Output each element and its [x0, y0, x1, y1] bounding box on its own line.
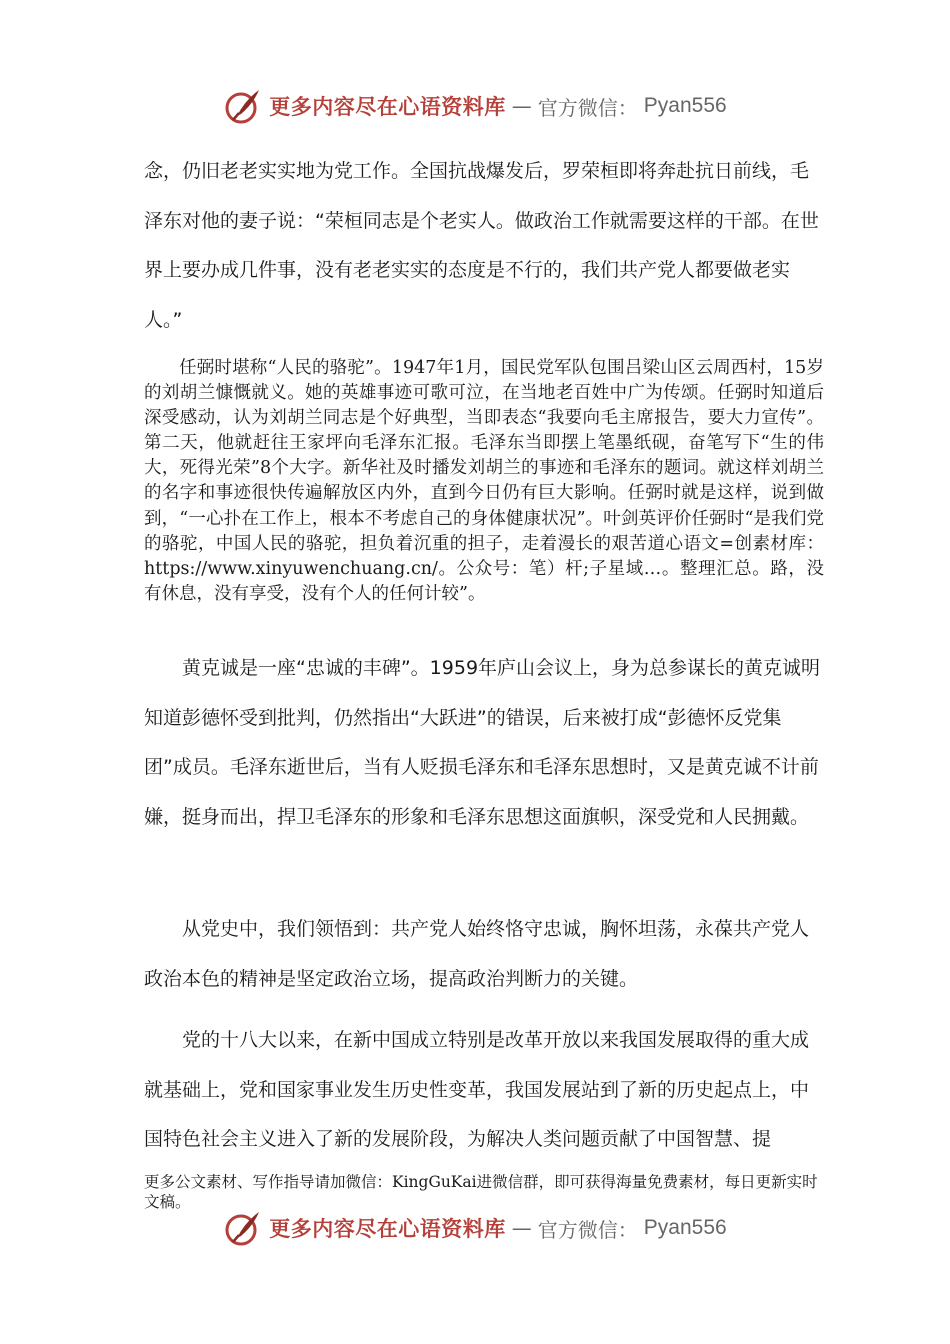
footer-brand-text: 更多内容尽在心语资料库: [269, 1216, 506, 1241]
quill-logo-icon: [223, 86, 263, 126]
footer-wechat-label: 官方微信：: [537, 1217, 638, 1242]
banner-wechat-id: Pyan556: [643, 94, 727, 117]
footer-banner: [0, 1206, 950, 1250]
footer-promo-line: 更多公文素材、写作指导请加微信：KingGuKai进微信群，即可获得海量免费素材，每日更新实时文稿。: [144, 1173, 818, 1211]
paragraph-luo-ronghuan: 念，仍旧老老实实地为党工作。全国抗战爆发后，罗荣桓即将奔赴抗日前线，毛泽东对他的妻子说：“荣桓同志是个老实人。做政治工作就需要这样的干部。在世界上要办成几件事，没有老老实实的态度是不行的，我们共产党人都要做老实人。”: [144, 160, 819, 332]
banner-wechat-label: 官方微信：: [537, 95, 638, 120]
paragraph-party-history: 从党史中，我们领悟到：共产党人始终恪守忠诚，胸怀坦荡，永葆共产党人政治本色的精神是坚定政治立场，提高政治判断力的关键。: [144, 918, 810, 990]
paragraph-eighteenth-congress: 党的十八大以来，在新中国成立特别是改革开放以来我国发展取得的重大成就基础上，党和国家事业发生历史性变革，我国发展站到了新的历史起点上，中国特色社会主义进入了新的发展阶段，为解决人类问题贡献了中国智慧、提: [144, 1029, 810, 1151]
paragraph-ren-bishi: 任弼时堪称“人民的骆驼”。1947年1月，国民党军队包围吕梁山区云周西村，15岁的刘胡兰慷慨就义。她的英雄事迹可歌可泣，在当地老百姓中广为传颂。任弼时知道后深受感动，认为刘胡兰同志是个好典型，当即表态“我要向毛主席报告，要大力宣传”。第二天，他就赶往王家坪向毛泽东汇报。毛泽东当即摆上笔墨纸砚，奋笔写下“生的伟大，死得光荣”8个大字。新华社及时播发刘胡兰的事迹和毛泽东的题词。就这样刘胡兰的名字和事迹很快传遍解放区内外，直到今日仍有巨大影响。任弼时就是这样，说到做到，“一心扑在工作上，根本不考虑自己的身体健康状况”。叶剑英评价任弼时“是我们党的骆驼，中国人民的骆驼，担负着沉重的担子，走着漫长的艰苦道心语文=创素材库：https://www.xinyuwenchuang.cn/。公众号：笔）杆;子星域…。整理汇总。路，没有休息，没有享受，没有个人的任何计较”。: [144, 358, 824, 604]
banner-separator: —: [511, 94, 532, 118]
header-banner: [0, 84, 950, 128]
paragraph-huang-kecheng: 黄克诚是一座“忠诚的丰碑”。1959年庐山会议上，身为总参谋长的黄克诚明知道彭德怀受到批判，仍然指出“大跃进”的错误，后来被打成“彭德怀反党集团”成员。毛泽东逝世后，当有人贬损毛泽东和毛泽东思想时，又是黄克诚不计前嫌，挺身而出，捍卫毛泽东的形象和毛泽东思想这面旗帜，深受党和人民拥戴。: [144, 657, 821, 829]
footer-wechat-id: Pyan556: [643, 1216, 727, 1239]
banner-brand-text: 更多内容尽在心语资料库: [269, 94, 506, 119]
footer-separator: —: [511, 1216, 532, 1240]
quill-logo-icon: [223, 1208, 263, 1248]
